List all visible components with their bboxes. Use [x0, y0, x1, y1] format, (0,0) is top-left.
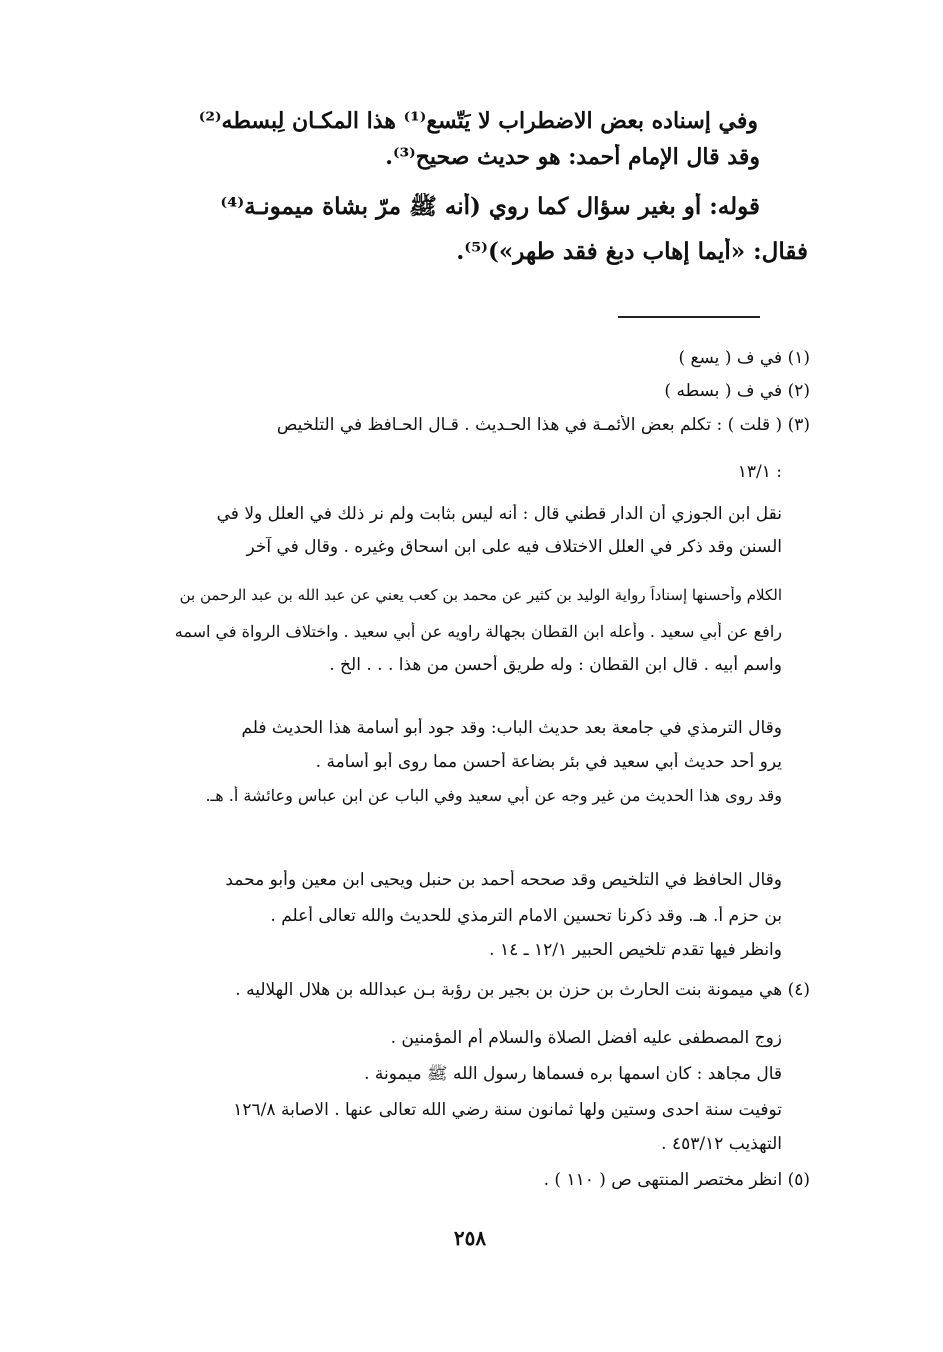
- footnote-separator: [618, 316, 760, 318]
- footnote-3-line: واسم أبيه . قال ابن القطان : وله طريق أحسن من هذا . . . الخ .: [329, 655, 782, 675]
- footnote-3-line: وانظر فيها تقدم تلخيص الحبير ١٢/١ ـ ١٤ .: [489, 940, 782, 960]
- main-text-line-1: وفي إسناده بعض الاضطراب لا يَتّسع⁽¹⁾ هذا المكـان لِبسطه⁽²⁾: [198, 108, 758, 134]
- footnote-5: (٥) انظر مختصر المنتهى ص ( ١١٠ ) .: [543, 1170, 810, 1190]
- footnote-4-line: توفيت سنة احدى وستين ولها ثمانون سنة رضي الله تعالى عنها . الاصابة ١٢٦/٨: [233, 1100, 782, 1120]
- footnote-3-line: بن حزم أ. هـ. وقد ذكرنا تحسين الامام الترمذي للحديث والله تعالى أعلم .: [270, 906, 782, 926]
- main-text-line-3: قوله: أو بغير سؤال كما روي (أنه ﷺ مرّ بشاة ميمونـة⁽⁴⁾: [220, 193, 760, 220]
- footnote-3-line: السنن وقد ذكر في العلل الاختلاف فيه على ابن اسحاق وغيره . وقال في آخر: [246, 537, 782, 557]
- footnote-2: (٢) في ف ( بسطه ): [664, 381, 810, 401]
- footnote-3-line: وقال الحافظ في التلخيص وقد صححه أحمد بن حنبل ويحيى ابن معين وأبو محمد: [225, 870, 782, 890]
- main-text-line-2: وقد قال الإمام أحمد: هو حديث صحيح⁽³⁾.: [385, 144, 760, 170]
- footnote-4-line: التهذيب ٤٥٣/١٢ .: [661, 1134, 782, 1154]
- footnote-3: (٣) ( قلت ) : تكلم بعض الأئمـة في هذا الحـديث . قـال الحـافظ في التلخيص: [276, 415, 810, 435]
- footnote-3-ref: : ١٣/١: [737, 462, 782, 482]
- footnote-3-line: الكلام وأحسنها إسناداً رواية الوليد بن كثير عن محمد بن كعب يعني عن عبد الله بن عبد الرحمن بن: [179, 586, 782, 604]
- footnote-3-line: نقل ابن الجوزي أن الدار قطني قال : أنه ليس بثابت ولم نر ذلك في العلل ولا في: [216, 504, 782, 524]
- footnote-3-line: وقال الترمذي في جامعة بعد حديث الباب: وقد جود أبو أسامة هذا الحديث فلم: [241, 718, 782, 738]
- footnote-1: (١) في ف ( يسع ): [678, 348, 810, 368]
- footnote-3-line: وقد روى هذا الحديث من غير وجه عن أبي سعيد وفي الباب عن ابن عباس وعائشة أ. هـ.: [205, 786, 782, 805]
- footnote-4-line: زوج المصطفى عليه أفضل الصلاة والسلام أم المؤمنين .: [390, 1028, 782, 1048]
- main-text-line-4: فقال: «أيما إهاب دبغ فقد طهر»)⁽⁵⁾.: [456, 238, 808, 265]
- footnote-3-line: رافع عن أبي سعيد . وأعله ابن القطان بجهالة راويه عن أبي سعيد . واختلاف الرواة في اسمه: [174, 622, 782, 641]
- page-number: ٢٥٨: [453, 1226, 487, 1250]
- footnote-4: (٤) هي ميمونة بنت الحارث بن حزن بن بجير بن رؤبة بـن عبدالله بن هلال الهلاليه .: [235, 980, 810, 1000]
- footnote-4-line: قال مجاهد : كان اسمها بره فسماها رسول الله ﷺ ميمونة .: [364, 1064, 782, 1084]
- footnote-3-line: يرو أحد حديث أبي سعيد في بئر بضاعة أحسن مما روى أبو أسامة .: [315, 752, 782, 772]
